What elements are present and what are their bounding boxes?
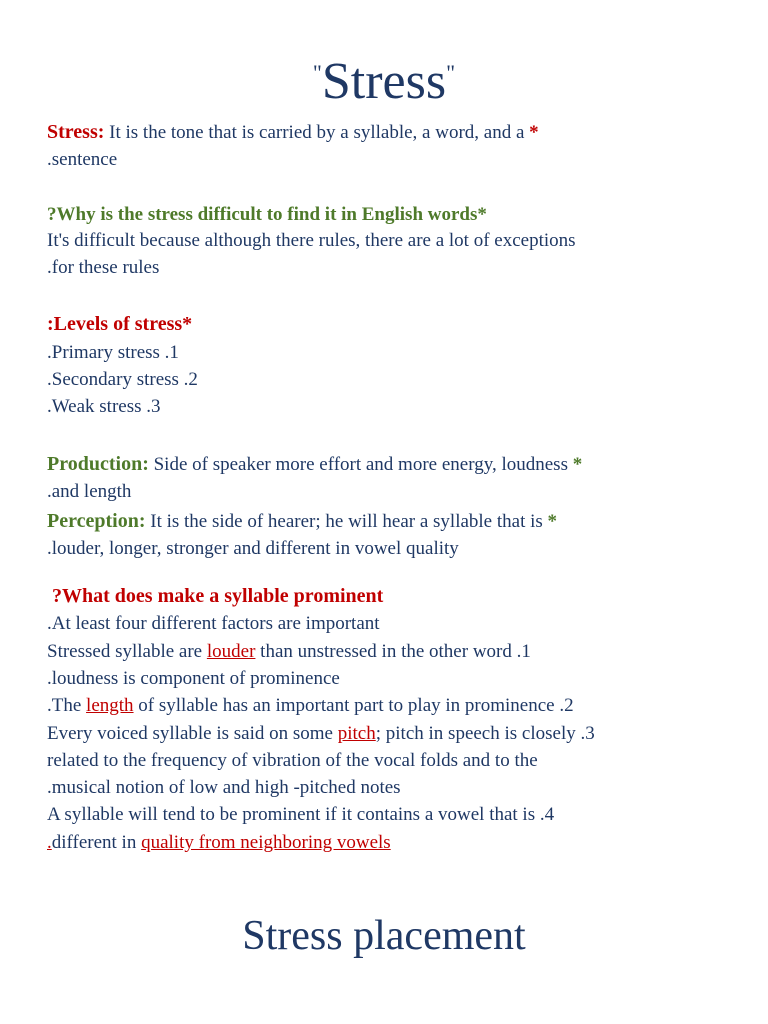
factor-2-text-a: .The bbox=[47, 695, 87, 716]
definition-line-1 bbox=[47, 120, 539, 145]
prominent-question: ?What does make a syllable prominent bbox=[52, 585, 384, 607]
perception-line-2: .louder, longer, stronger and different in vowel quality bbox=[47, 538, 459, 559]
stress-placement-heading: Stress placement bbox=[242, 913, 526, 959]
title-text: Stress bbox=[321, 53, 447, 110]
factor-3-text-b: ; pitch in speech is closely .3 bbox=[375, 723, 595, 744]
factor-2-line bbox=[47, 694, 574, 718]
production-line-2: .and length bbox=[47, 481, 132, 502]
perception-star: * bbox=[547, 511, 558, 532]
factor-3-text-a: Every voiced syllable is said on some bbox=[47, 723, 338, 744]
definition-label: Stress: bbox=[47, 121, 105, 143]
factor-1-text-a: Stressed syllable are bbox=[47, 641, 207, 662]
factor-1-text-b: than unstressed in the other word .1 bbox=[255, 641, 531, 662]
definition-text: It is the tone that is carried by a syllable, a word, and a bbox=[104, 122, 530, 143]
why-question: ?Why is the stress difficult to find it in English words* bbox=[47, 204, 487, 225]
definition-line-2: .sentence bbox=[47, 149, 118, 170]
title-quote-close: " bbox=[446, 60, 456, 85]
louder-link[interactable]: louder bbox=[206, 641, 256, 662]
perception-line-1 bbox=[47, 509, 557, 534]
why-answer-line-2: .for these rules bbox=[47, 257, 160, 278]
factor-1-line-2: .loudness is component of prominence bbox=[47, 668, 340, 689]
levels-heading: :Levels of stress* bbox=[47, 313, 193, 335]
definition-star: * bbox=[529, 122, 539, 143]
page-title bbox=[0, 52, 768, 111]
production-star: * bbox=[572, 454, 583, 475]
production-label: Production: bbox=[47, 453, 149, 475]
why-answer-line-1: It's difficult because although there rules, there are a lot of exceptions bbox=[47, 230, 576, 251]
factor-1-line-1 bbox=[47, 640, 531, 664]
factor-3-line-1 bbox=[47, 722, 595, 746]
factor-3-line-3: .musical notion of low and high -pitched notes bbox=[47, 777, 401, 798]
prominent-intro: .At least four different factors are important bbox=[47, 613, 380, 634]
factor-4-line-2 bbox=[47, 831, 391, 855]
factor-2-text-b: of syllable has an important part to play in prominence .2 bbox=[133, 695, 574, 716]
level-item: .Primary stress .1 bbox=[47, 342, 179, 363]
quality-link[interactable]: quality from neighboring vowels bbox=[141, 832, 391, 853]
title-quote-open: " bbox=[312, 60, 322, 85]
length-link[interactable]: length bbox=[86, 695, 134, 716]
production-line-1 bbox=[47, 452, 582, 477]
perception-text: It is the side of hearer; he will hear a syllable that is bbox=[145, 511, 548, 532]
production-text: Side of speaker more effort and more energy, loudness bbox=[148, 454, 573, 475]
factor-4-text-b: different in bbox=[51, 832, 142, 853]
level-item: .Weak stress .3 bbox=[47, 396, 161, 417]
factor-4-dot: . bbox=[47, 832, 52, 853]
factor-4-line-1: A syllable will tend to be prominent if it contains a vowel that is .4 bbox=[47, 804, 555, 825]
pitch-link[interactable]: pitch bbox=[337, 723, 376, 744]
factor-3-line-2: related to the frequency of vibration of the vocal folds and to the bbox=[47, 750, 538, 771]
perception-label: Perception: bbox=[47, 510, 146, 532]
level-item: .Secondary stress .2 bbox=[47, 369, 198, 390]
